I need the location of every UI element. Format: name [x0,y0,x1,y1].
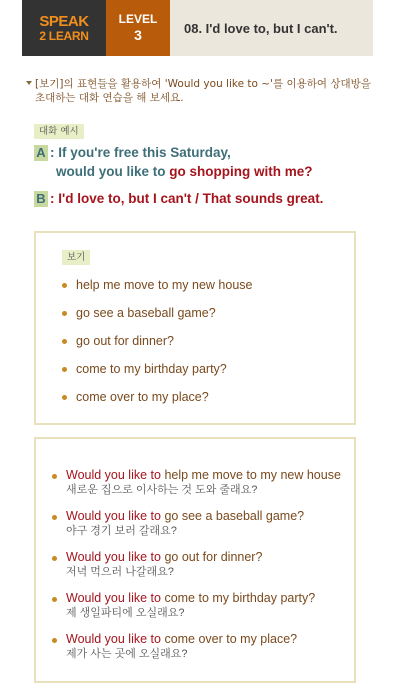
lesson-header [22,0,373,56]
answer-ko: 제 생일파티에 오실래요? [66,607,185,619]
example-tag: 대화 예시 [34,124,84,139]
speaker-b-badge: B [34,191,48,207]
option-item: come to my birthday party? [76,362,227,376]
answer-en: help me move to my new house [164,468,341,482]
answer-ko: 새로운 집으로 이사하는 것 도와 줄래요? [66,484,258,496]
answer-prefix: Would you like to [66,468,165,482]
bullet-icon [62,339,67,344]
dialogue-a-line-2 [56,163,313,181]
triangle-bullet-icon [26,81,32,85]
answer-en: go see a baseball game? [164,509,305,523]
bullet-icon [62,395,67,400]
bullet-icon [62,283,67,288]
dialogue-a-text-2: would you like to [56,164,170,179]
answer-item [66,591,315,621]
logo-line-1: SPEAK [39,12,89,30]
bullet-icon [62,367,67,372]
instruction-text: [보기]의 표현들을 활용하여 'Would you like to ~'를 이용하여 상대방을 초대하는 대화 연습을 해 보세요. [35,78,371,104]
bullet-icon [52,474,57,479]
option-item: help me move to my new house [76,278,253,292]
bullet-icon [52,556,57,561]
answer-en: come to my birthday party? [164,591,316,605]
speak-2-learn-logo [22,0,106,56]
answer-prefix: Would you like to [66,509,165,523]
answer-ko: 저녁 먹으러 나갈래요? [66,566,174,578]
answers-box [34,437,356,683]
answer-prefix: Would you like to [66,550,165,564]
options-tag: 보기 [62,250,90,265]
option-item: go out for dinner? [76,334,174,348]
answer-item [66,632,297,662]
bullet-icon [62,311,67,316]
dialogue-b-text: : I'd love to, but I can't / That sounds great. [50,191,324,206]
answer-ko: 야구 경기 보러 갈래요? [66,525,177,537]
answer-en: come over to my place? [164,632,298,646]
logo-line-2: 2 LEARN [39,28,89,43]
answer-item [66,550,262,580]
answer-prefix: Would you like to [66,591,165,605]
answer-prefix: Would you like to [66,632,165,646]
option-item: come over to my place? [76,390,209,404]
answer-item [66,509,304,539]
level-number: 3 [134,26,142,43]
answer-item [66,468,341,498]
option-item: go see a baseball game? [76,306,216,320]
bullet-icon [52,515,57,520]
dialogue-a-text-1: : If you're free this Saturday, [50,145,231,160]
answer-en: go out for dinner? [164,550,263,564]
dialogue-a-line-1 [34,144,231,162]
bullet-icon [52,597,57,602]
instruction [26,77,376,105]
bullet-icon [52,638,57,643]
answer-ko: 제가 사는 곳에 오실래요? [66,648,188,660]
dialogue-b-line [34,190,323,208]
lesson-title: 08. I'd love to, but I can't. [170,0,373,56]
dialogue-a-highlight: go shopping with me? [169,164,313,179]
level-label: LEVEL [118,11,158,26]
level-badge [106,0,170,56]
speaker-a-badge: A [34,145,48,161]
options-box [34,231,356,425]
